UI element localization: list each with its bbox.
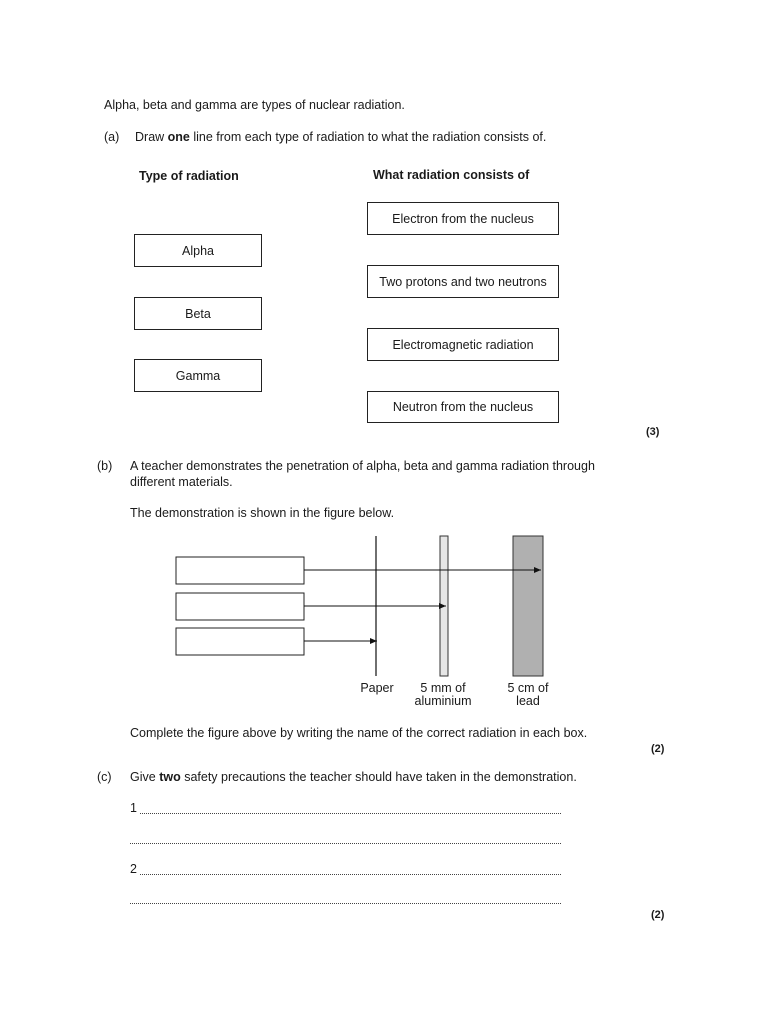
paper-label: Paper (360, 681, 394, 695)
intro-text: Alpha, beta and gamma are types of nuclear radiation. (104, 98, 405, 112)
part-a-text-pre: Draw (135, 130, 168, 144)
part-c-text-post: safety precautions the teacher should have taken in the demonstration. (180, 770, 577, 784)
consists-box-protons-neutrons-label: Two protons and two neutrons (379, 274, 547, 289)
aluminium-label-line1: 5 mm of (420, 681, 466, 695)
part-a-text-post: line from each type of radiation to what the radiation consists of. (189, 130, 547, 144)
answer-line-2a[interactable] (140, 874, 561, 875)
part-a-label: (a) (104, 130, 120, 144)
answer-box-3[interactable] (176, 628, 304, 655)
type-box-alpha-label: Alpha (182, 243, 214, 258)
part-a-marks: (3) (646, 426, 660, 438)
lead-label-line2: lead (516, 694, 540, 708)
type-box-gamma-label: Gamma (175, 368, 221, 383)
answer-2-number: 2 (130, 862, 137, 876)
answer-box-1[interactable] (176, 557, 304, 584)
consists-box-electromagnetic-label: Electromagnetic radiation (392, 337, 534, 352)
type-box-beta-label: Beta (185, 306, 211, 321)
part-b-text-line2: different materials. (130, 475, 233, 489)
consists-box-electron-label: Electron from the nucleus (392, 211, 534, 226)
part-a-text-bold: one (167, 130, 190, 144)
answer-line-2b[interactable] (130, 903, 561, 904)
figure-intro: The demonstration is shown in the figure below. (130, 506, 395, 520)
left-column-header: Type of radiation (139, 169, 239, 183)
part-b-label: (b) (97, 459, 113, 473)
lead-label-line1: 5 cm of (507, 681, 549, 695)
part-b-marks: (2) (651, 743, 665, 755)
part-c-text-pre: Give (130, 770, 160, 784)
part-c-text-bold: two (159, 770, 181, 784)
answer-line-1b[interactable] (130, 843, 561, 844)
answer-1-number: 1 (130, 801, 137, 815)
part-c-marks: (2) (651, 909, 665, 921)
right-column-header: What radiation consists of (373, 168, 530, 182)
part-b-text-line1: A teacher demonstrates the penetration of alpha, beta and gamma radiation through (130, 459, 595, 473)
answer-box-2[interactable] (176, 593, 304, 620)
part-c-question (130, 770, 577, 784)
aluminium-label-line2: aluminium (414, 694, 472, 708)
answer-line-1a[interactable] (140, 813, 561, 814)
part-b-instruction: Complete the figure above by writing the name of the correct radiation in each box. (130, 726, 588, 740)
lead-barrier (513, 536, 543, 676)
consists-box-neutron-label: Neutron from the nucleus (392, 400, 534, 414)
part-c-label: (c) (97, 770, 112, 784)
